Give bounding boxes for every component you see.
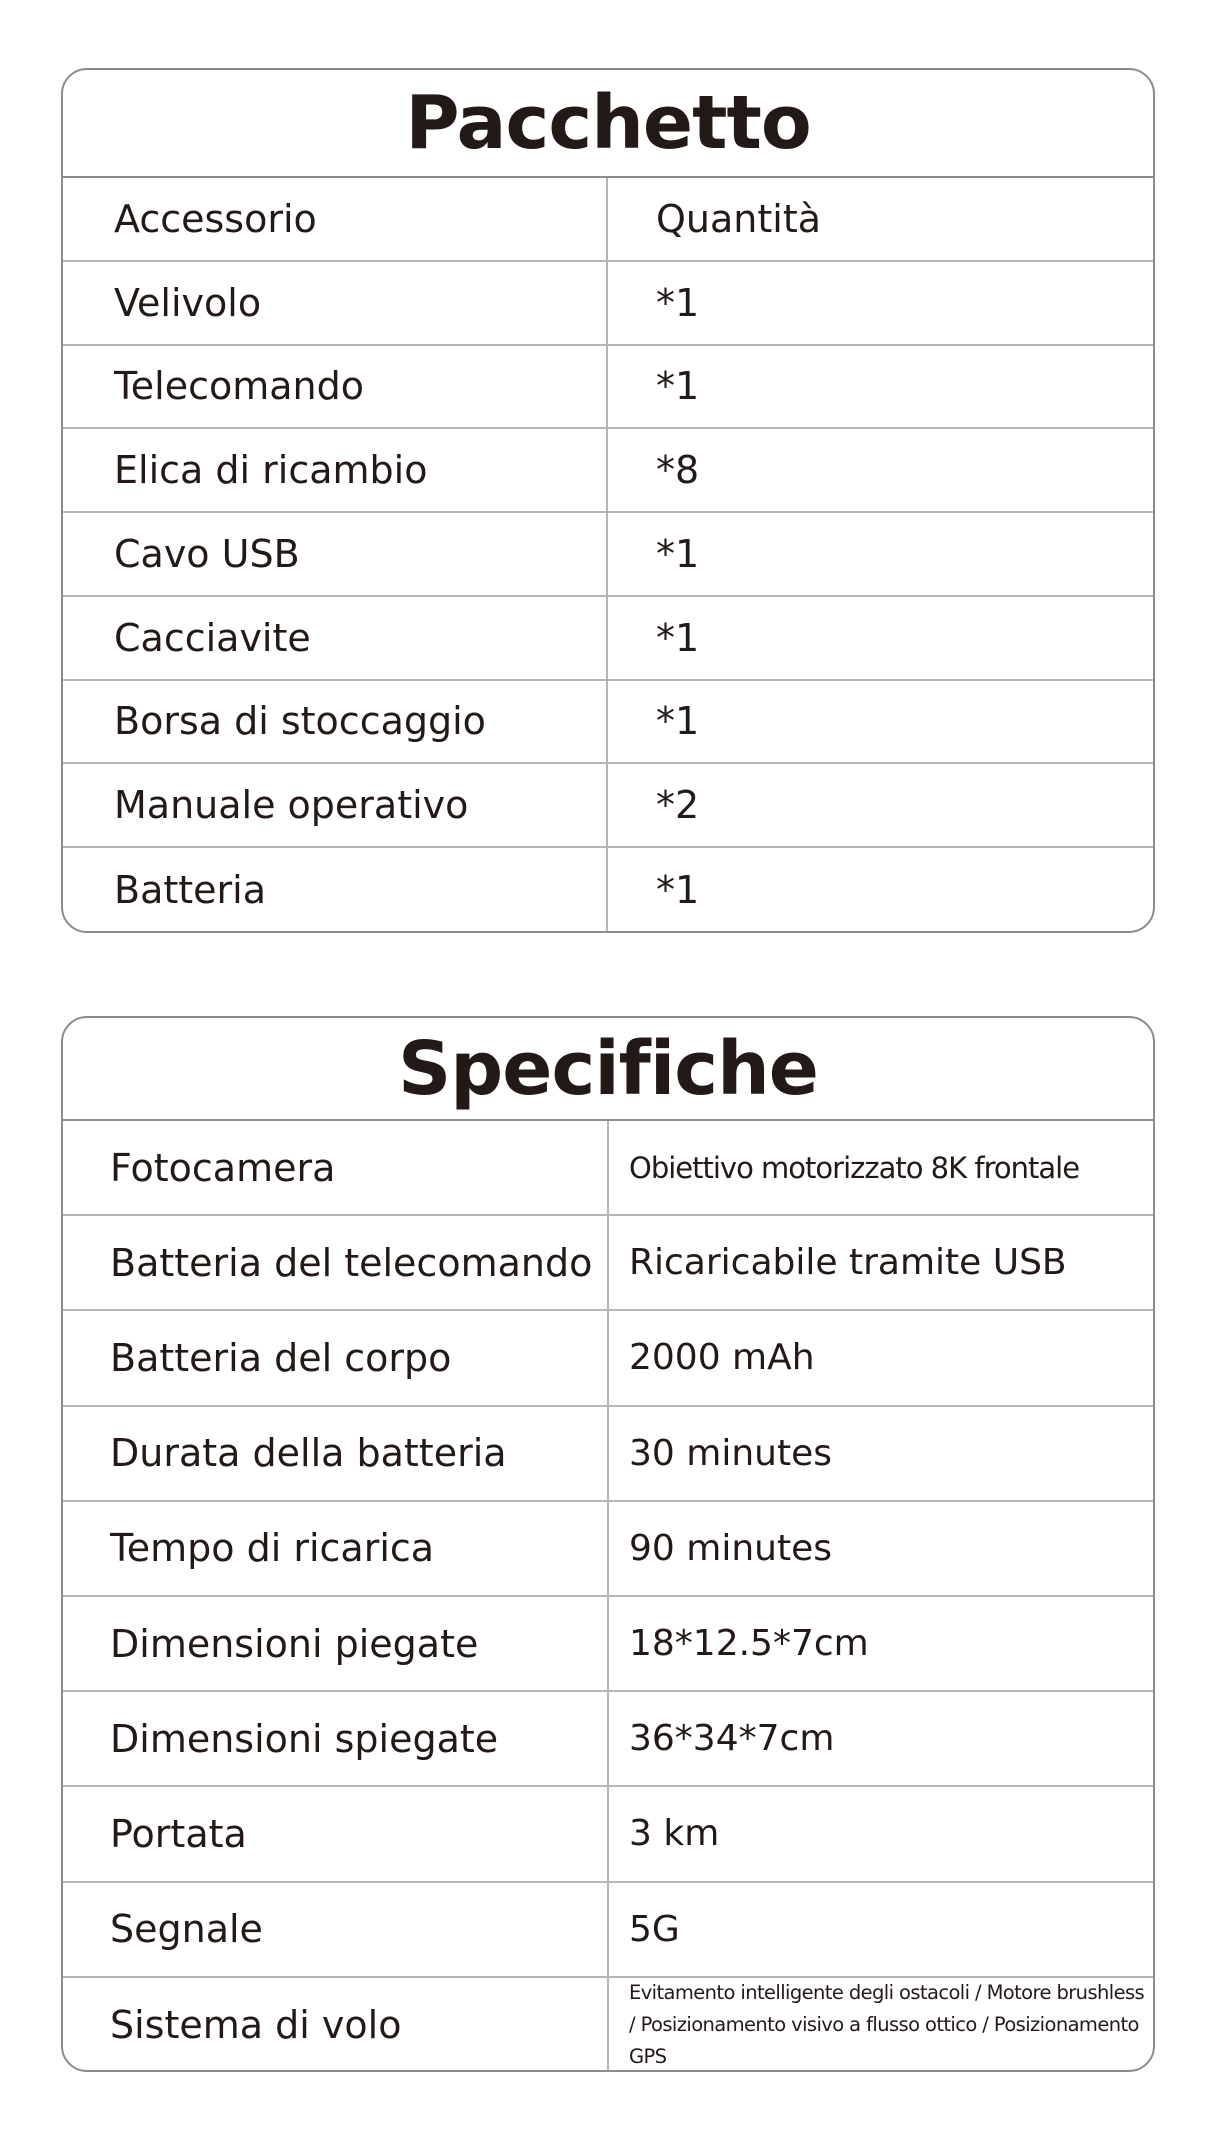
item-name: Batteria	[63, 848, 608, 932]
item-qty: *1	[656, 699, 700, 744]
item-qty: *1	[656, 615, 700, 660]
item-qty: *1	[656, 867, 700, 912]
table-row	[63, 262, 1153, 346]
spec-value: 5G	[629, 1908, 680, 1950]
spec-label: Durata della batteria	[63, 1407, 609, 1500]
table-row	[63, 1311, 1153, 1406]
item-name: Velivolo	[63, 262, 608, 344]
table-row	[63, 764, 1153, 848]
spec-label: Batteria del telecomando	[63, 1216, 609, 1309]
table-row	[63, 1787, 1153, 1882]
spec-value: 2000 mAh	[629, 1337, 815, 1379]
item-qty: *2	[656, 783, 700, 828]
item-name: Telecomando	[63, 346, 608, 428]
spec-value: 3 km	[629, 1813, 720, 1855]
spec-label: Fotocamera	[63, 1121, 609, 1214]
table-row	[63, 1692, 1153, 1787]
table-row	[63, 1978, 1153, 2072]
spec-label: Portata	[63, 1787, 609, 1880]
table-row	[63, 1883, 1153, 1978]
spec-value: 36*34*7cm	[629, 1718, 835, 1760]
package-header-row	[63, 178, 1153, 262]
item-qty: *1	[656, 280, 700, 325]
table-row	[63, 346, 1153, 430]
table-row	[63, 513, 1153, 597]
item-name: Borsa di stoccaggio	[63, 681, 608, 763]
table-row	[63, 848, 1153, 932]
spec-value: Evitamento intelligente degli ostacoli / Motore brushless / Posizionamento visivo a flusso ottico / Posizionamento GPS	[629, 1981, 1145, 2069]
spec-label: Tempo di ricarica	[63, 1502, 609, 1595]
table-row	[63, 681, 1153, 765]
header-item: Accessorio	[63, 178, 608, 260]
spec-value: 30 minutes	[629, 1432, 832, 1474]
item-qty: *1	[656, 364, 700, 409]
table-row	[63, 1216, 1153, 1311]
item-name: Manuale operativo	[63, 764, 608, 846]
spec-value: 90 minutes	[629, 1527, 832, 1569]
spec-value: Obiettivo motorizzato 8K frontale	[629, 1150, 1080, 1185]
item-name: Cavo USB	[63, 513, 608, 595]
specs-table	[61, 1016, 1155, 2072]
spec-label: Dimensioni piegate	[63, 1597, 609, 1690]
specs-title: Specifiche	[63, 1018, 1153, 1121]
package-title: Pacchetto	[63, 70, 1153, 178]
spec-label: Segnale	[63, 1883, 609, 1976]
table-row	[63, 429, 1153, 513]
item-name: Elica di ricambio	[63, 429, 608, 511]
table-row	[63, 1597, 1153, 1692]
spec-label: Sistema di volo	[63, 1978, 609, 2072]
item-name: Cacciavite	[63, 597, 608, 679]
header-qty: Quantità	[656, 196, 822, 241]
table-row	[63, 1121, 1153, 1216]
package-table	[61, 68, 1155, 933]
table-row	[63, 1502, 1153, 1597]
item-qty: *8	[656, 448, 700, 493]
spec-label: Batteria del corpo	[63, 1311, 609, 1404]
item-qty: *1	[656, 531, 700, 576]
spec-value: Ricaricabile tramite USB	[629, 1242, 1067, 1284]
table-row	[63, 1407, 1153, 1502]
table-row	[63, 597, 1153, 681]
spec-value: 18*12.5*7cm	[629, 1623, 869, 1665]
spec-label: Dimensioni spiegate	[63, 1692, 609, 1785]
